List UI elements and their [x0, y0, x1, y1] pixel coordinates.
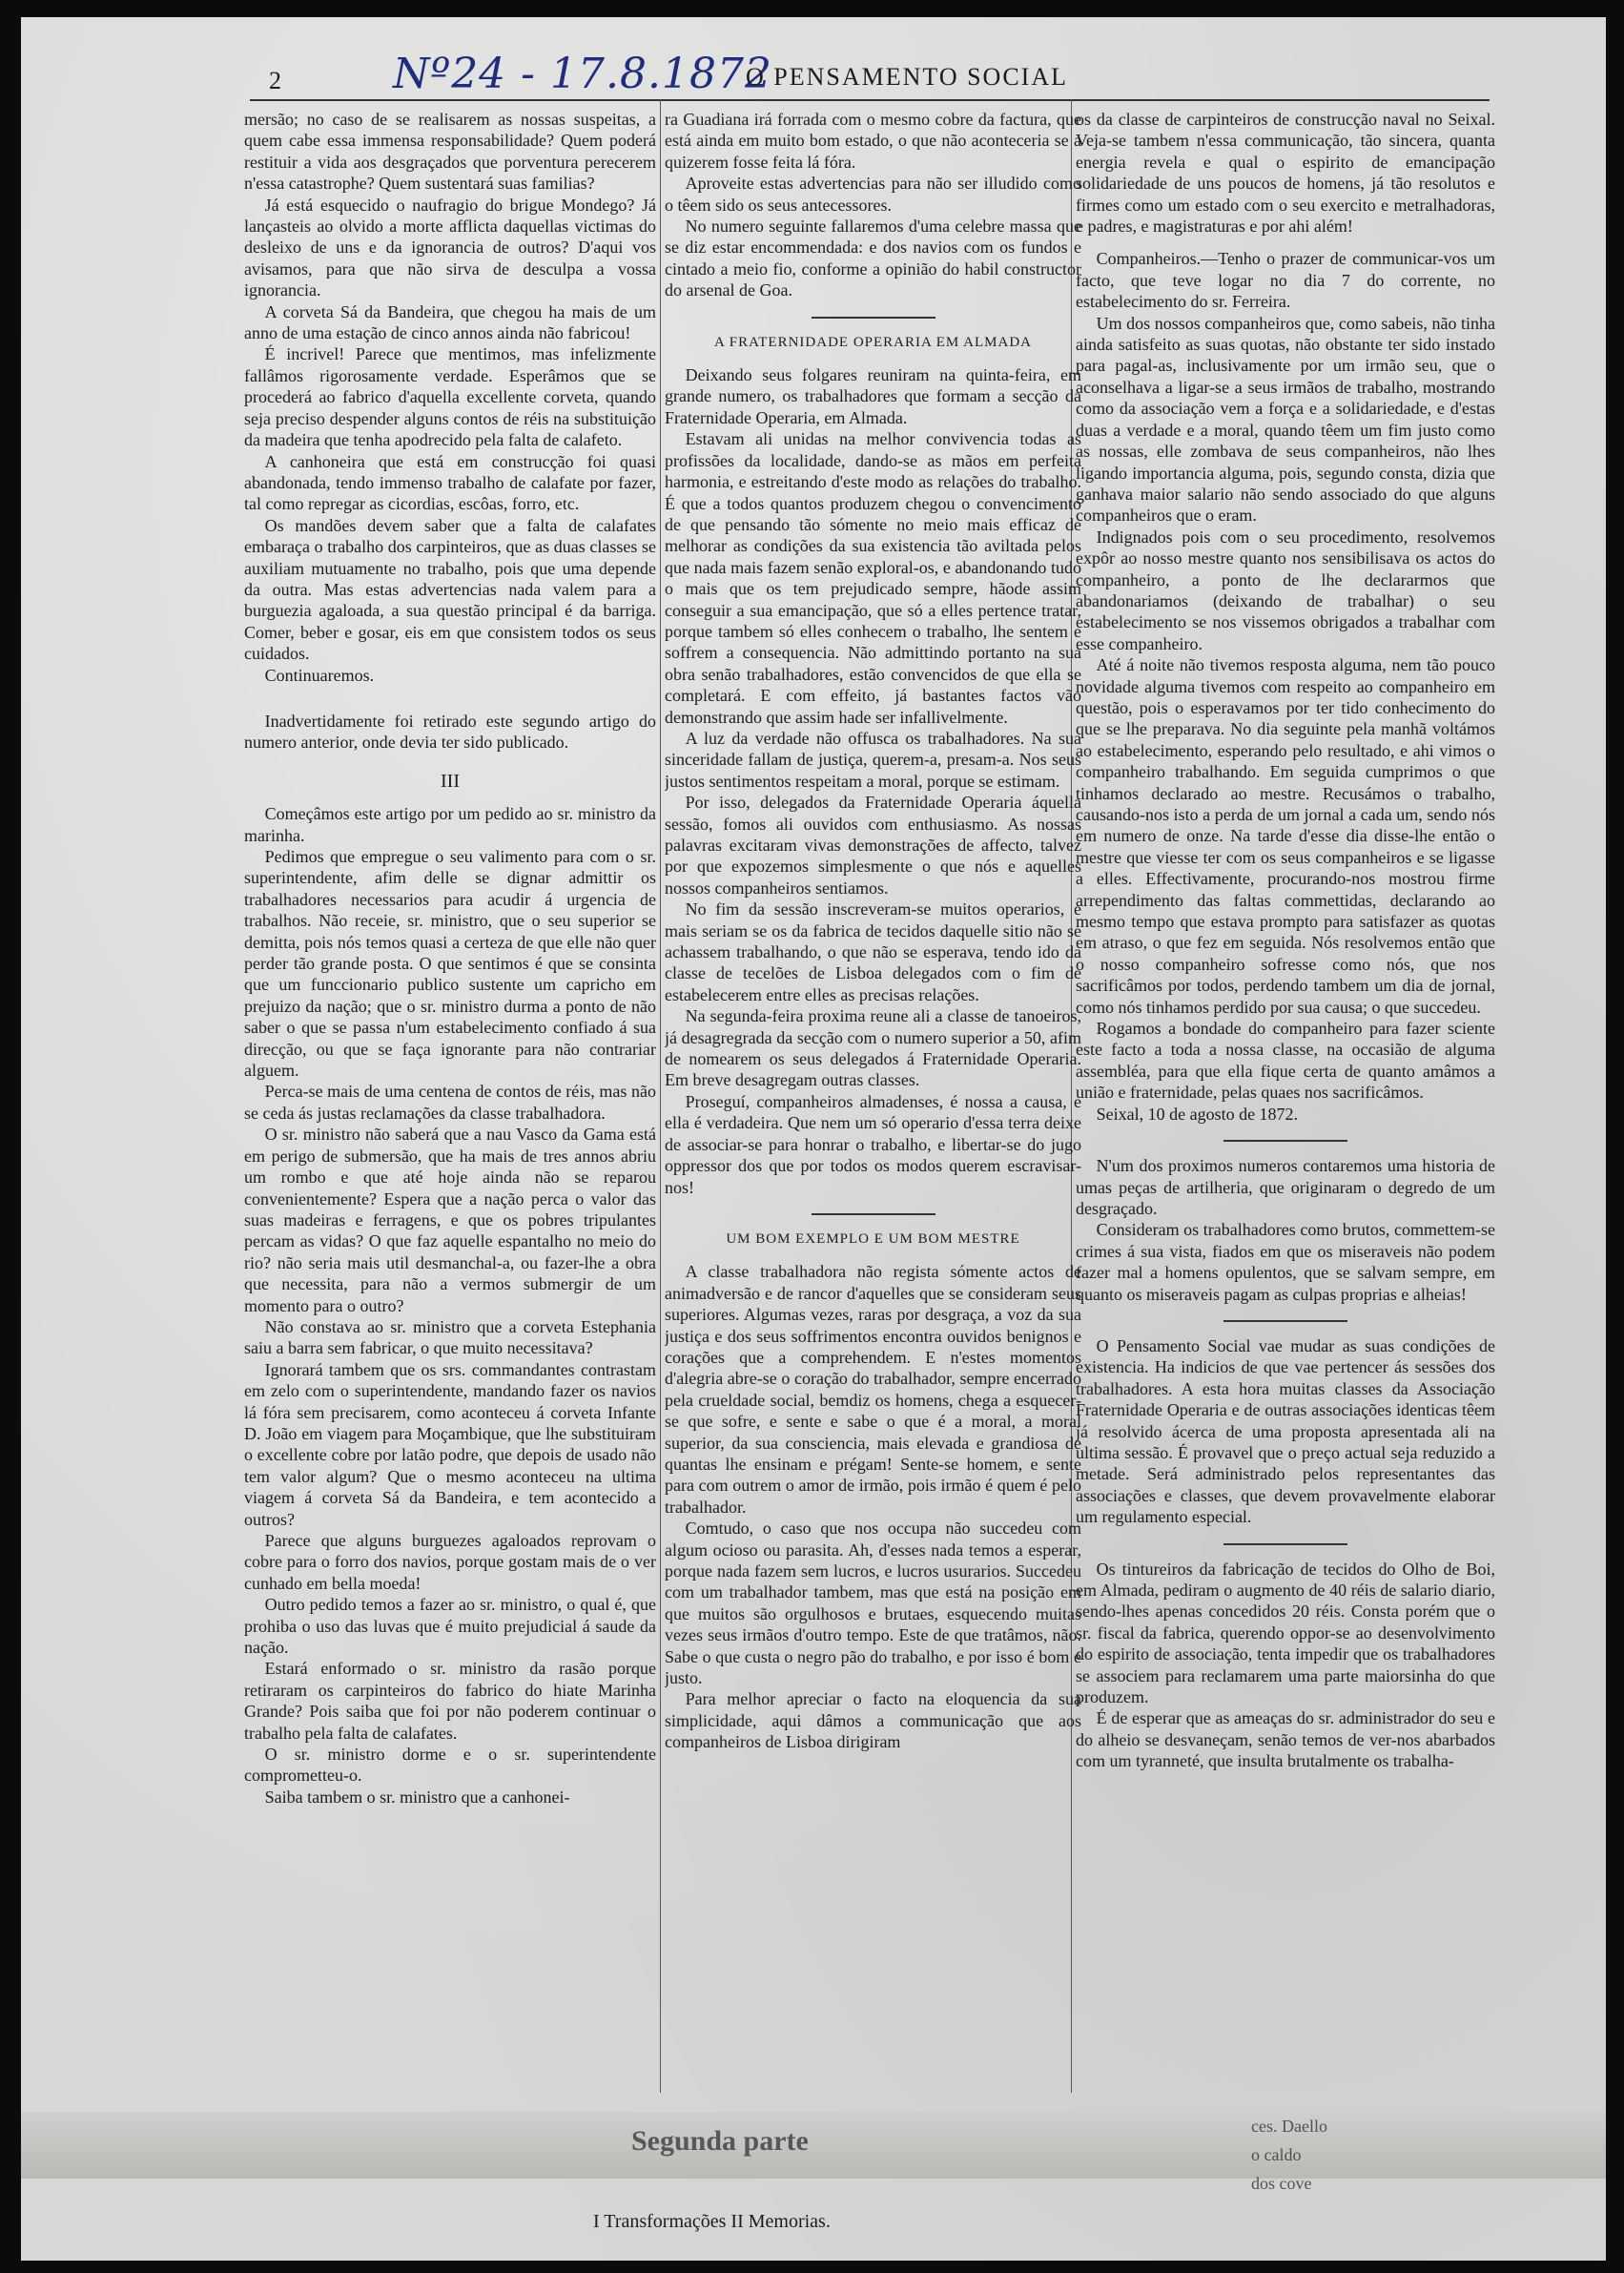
paragraph: Companheiros.—Tenho o prazer de communicar-vos um facto, que teve logar no dia 7 do corrente, no estabelecimento do sr. Ferreira.: [1076, 249, 1495, 312]
stamp-line: dos cove: [1251, 2174, 1312, 2193]
article-separator: [1223, 1543, 1347, 1545]
paragraph: Estavam ali unidas na melhor convivencia todas as profissões da localidade, dando-se as mãos em perfeita harmonia, e estreitando d'este modo as relações do trabalho. É que a todos quantos produzem chegou o convencimento de que pensando tão sómente no meio mais efficaz de melhorar as condições da sua existencia tão aviltada pelos que nada mais fazem senão exploral-os, e abandonando tudo o mais que os tem prejudicado sempre, hãode assim conseguir a sua emancipação, que só a elles pertence tratar, porque tambem só elles conhecem o trabalho, lhe sentem e soffrem a consequencia. Não admittindo portanto na sua obra senão trabalhadores, estão convencidos de que ella se completará. E com effeito, já bastantes factos vão demonstrando que assim hade ser infallivelmente.: [665, 429, 1081, 727]
paragraph: Na segunda-feira proxima reune ali a classe de tanoeiros, já desagregrada da secção com o numero superior a 50, afim de nomearem os seus delegados á Fraternidade Operaria. Em breve desagregam outras classes.: [665, 1006, 1081, 1090]
bleed-through-text: Segunda parte: [631, 2125, 809, 2157]
paragraph: Consideram os trabalhadores como brutos, commettem-se crimes á sua vista, fiados em que os miseraveis não podem fazer mal a homens opulentos, que se salvam sempre, em quanto os miseraveis pagam as culpas proprias e alheias!: [1076, 1220, 1495, 1304]
paragraph: No numero seguinte fallaremos d'uma celebre massa que se diz estar encommendada: e dos navios com os fundos e cintado a meio fio, conforme a opinião do habil constructor do arsenal de Goa.: [665, 217, 1081, 300]
paragraph: A canhoneira que está em construcção foi quasi abandonada, tendo immenso trabalho de calafate por fazer, tal como repregar as cicordias, escôas, forro, etc.: [244, 451, 656, 514]
paragraph: Os tintureiros da fabricação de tecidos do Olho de Boi, em Almada, pediram o augmento de 40 réis de salario diario, sendo-lhes apenas concedidos 20 réis. Consta porém que o sr. fiscal da fabrica, querendo oppor-se ao desenvolvimento do espirito de associação, tenta impedir que os trabalhadores se associem para reclamarem uma parte maiorsinha do que produzem.: [1076, 1559, 1495, 1707]
paragraph: Parece que alguns burguezes agaloados reprovam o cobre para o forro dos navios, porque gostam mais de o ver cunhado em bella moeda!: [244, 1531, 656, 1593]
paragraph: A luz da verdade não offusca os trabalhadores. Na sua sinceridade fallam de justiça, querem-a, presam-a. Nos seus justos sentimentos respeitam a moral, porque se estimam.: [665, 728, 1081, 791]
paragraph: Não constava ao sr. ministro que a corveta Estephania saiu a barra sem fabricar, o que muito necessitava?: [244, 1316, 656, 1358]
paragraph: Estará enformado o sr. ministro da rasão porque retiraram os carpinteiros do fabrico do hiate Marinha Grande? Pois saiba que foi por não poderem continuar o trabalho pela falta de calafates.: [244, 1659, 656, 1743]
paragraph: O Pensamento Social vae mudar as suas condições de existencia. Ha indicios de que vae pertencer ás sessões dos trabalhadores. A esta hora muitas classes da Associação Fraternidade Operaria e de outras associações identicas têem já resolvido ácerca de uma proposta apresentada ali na ultima sessão. É provavel que o preço actual seja reduzido a metade. Será administrado pelos representantes das associações e classes, que devem provavelmente elaborar um regulamento especial.: [1076, 1335, 1495, 1527]
article-heading: UM BOM EXEMPLO E UM BOM MESTRE: [726, 1230, 1020, 1247]
bleed-through-fragment: [1251, 2112, 1537, 2255]
paragraph: Continuaremos.: [264, 665, 375, 685]
paragraph: Aproveite estas advertencias para não ser illudido como o têem sido os seus antecessores.: [665, 174, 1081, 215]
paragraph: A corveta Sá da Bandeira, que chegou ha mais de um anno de uma estação de cinco annos ainda não fabricou!: [244, 301, 656, 343]
paragraph: Perca-se mais de uma centena de contos de réis, mas não se ceda ás justas reclamações da classe trabalhadora.: [244, 1082, 656, 1123]
paragraph: Por isso, delegados da Fraternidade Operaria áquella sessão, fomos ali ouvidos com enthusiasmo. As nossas palavras excitaram vivas demonstrações de affecto, talvez por que expozemos simplesmente o que nós e aquelles nossos companheiros sentiamos.: [665, 793, 1081, 898]
signature-line: Seixal, 10 de agosto de 1872.: [1096, 1104, 1299, 1124]
paragraph: N'um dos proximos numeros contaremos uma historia de umas peças de artilheria, que originaram o degredo de um desgraçado.: [1076, 1156, 1495, 1218]
page-header: [250, 50, 1470, 98]
page-number: 2: [269, 67, 281, 94]
paragraph: Deixando seus folgares reuniram na quinta-feira, em grande numero, os trabalhadores que formam a secção da Fraternidade Operaria, em Almada.: [665, 365, 1081, 427]
paragraph: Comtudo, o caso que nos occupa não succedeu com algum ocioso ou parasita. Ah, d'esses nada temos a esperar, porque nada fazem sem lucros, e lucros usurarios. Succedeu com um trabalhador tambem, mas que está na posição em que muitos são orgulhosos e brutaes, esquecendo muitas vezes seus irmãos d'outro tempo. Este de que tratâmos, não. Sabe o que custa o negro pão do trabalho, e por isso é bom e justo.: [665, 1519, 1081, 1688]
paragraph: É de esperar que as ameaças do sr. administrador do seu e do alheio se desvaneçam, senão temos de ver-nos abarbados com um tyranneté, que insulta brutalmente os trabalha-: [1076, 1708, 1495, 1771]
header-rule: [250, 99, 1490, 101]
paragraph: Até á noite não tivemos resposta alguma, nem tão pouco novidade alguma tivemos com respeito ao companheiro em questão, pois o esperavamos por ter tido conhecimento do que se lhe preparava. No dia seguinte pela manhã voltámos ao estabelecimento, esperando pelo resultado, e ahi vimos o companheiro trabalhando. Em seguida cumprimos o que tinhamos declarado ao mestre. Recusámos o trabalho, causando-nos isto a perda de um jornal a cada um, sendo nós em numero de onze. Na tarde d'esse dia disse-lhe então o mestre que viesse ter com os seus companheiros e se ligasse a elles. Effectivamente, procurando-nos mostrou firme arrependimento das faltas commettidas, declarando ao mesmo tempo que estava prompto para satisfazer as quotas em atraso, o que fez em seguida. Nós resolvemos então que o nosso companheiro sofresse como nós, que nos sacrificâmos por todos, perdendo tambem um dia de jornal, como nós tinhamos perdido por sua causa; o que succedeu.: [1076, 655, 1495, 1017]
stamp-line: ces. Daello: [1251, 2117, 1327, 2136]
paragraph: Um dos nossos companheiros que, como sabeis, não tinha ainda satisfeito as suas quotas, não obstante ter sido instado para pagal-as, inclusivamente por um irmão seu, que o aconselhava a ligar-se a seus irmãos de trabalho, mostrando como da associação vem a força e a solidariedade, e d'estas duas a verdade e a moral, quando têem um fim justo como as nossas, elle zombava de seus companheiros, não lhes ligando importancia alguma, pois, segundo consta, dizia que ganhava maior salario não sendo associado do que alguns companheiros que o eram.: [1076, 313, 1495, 526]
section-heading: III: [441, 770, 460, 792]
paragraph: Rogamos a bondade do companheiro para fazer sciente este facto a toda a nossa classe, na occasião de alguma assembléa, para que ella fique certa de quanto amâmos a união e fraternidade, pelas quaes nos sacrificâmos.: [1076, 1019, 1495, 1103]
article-heading: A FRATERNIDADE OPERARIA EM ALMADA: [713, 334, 1033, 350]
paragraph: Inadvertidamente foi retirado este segundo artigo do numero anterior, onde devia ter sido publicado.: [244, 711, 656, 753]
paragraph: Ignorará tambem que os srs. commandantes contrastam em zelo com o superintendente, mandando fazer os navios lá fóra sem precisarem, como aconteceu á corveta Infante D. João em viagem para Moçambique, que lhe substituiram o excellente cobre por latão podre, que depois de usado não tem valor algum? Que o mesmo aconteceu na ultima viagem á corveta Sá da Bandeira, e tem acontecido a outros?: [244, 1359, 656, 1529]
paragraph: Outro pedido temos a fazer ao sr. ministro, o qual é, que prohiba o uso das luvas que é muito prejudicial á saude da nação.: [244, 1595, 656, 1658]
article-separator: [1223, 1140, 1347, 1142]
column-1: [244, 109, 656, 2074]
paragraph: Para melhor apreciar o facto na eloquencia da sua simplicidade, aqui dâmos a communicação que aos companheiros de Lisboa dirigiram: [665, 1689, 1081, 1752]
paragraph: os da classe de carpinteiros de construcção naval no Seixal. Veja-se tambem n'essa communicação, tão sincera, quanta energia revela e qual o espirito de emancipação solidariedade de uns poucos de homens, já tão resolutos e firmes como um estado com o seu exercito e metralhadoras, e padres, e magistraturas e por ahi além!: [1076, 110, 1495, 237]
stamp-line: o caldo: [1251, 2145, 1302, 2164]
newspaper-page: [21, 17, 1606, 2261]
paragraph: É incrivel! Parece que mentimos, mas infelizmente fallâmos rigorosamente verdade. Esperâmos que se procederá ao fabrico d'aquella excellente corveta, quando seja preciso despender alguns contos de réis na substituição da madeira que tenha apodrecido pela falta de calafeto.: [244, 344, 656, 450]
paragraph: Já está esquecido o naufragio do brigue Mondego? Já lançasteis ao olvido a morte afflicta daquellas victimas do desleixo de uns e da ignorancia de outros? D'aqui vos avisamos, para que não sirva de desculpa a vossa ignorancia.: [244, 195, 656, 300]
article-separator: [1223, 1320, 1347, 1322]
paragraph: ra Guadiana irá forrada com o mesmo cobre da factura, que está ainda em muito bom estado, o que não aconteceria se a quizerem fosse feita lá fóra.: [665, 110, 1081, 172]
paragraph: Pedimos que empregue o seu valimento para com o sr. superintendente, afim delle se dignar admittir os trabalhadores necessarios para acudir á urgencia de trabalhos. Não receie, sr. ministro, que o seu superior se demitta, pois nós temos quasi a certeza de que elle não quer perder tão grande posta. O que sentimos é que se consinta que um funccionario publico sustente um capricho em prejuizo da nação; que o sr. ministro durma a ponto de não saber o que se passa n'um estabelecimento confiado á sua direcção, ou que se faça ignorante para não contrariar alguem.: [244, 847, 656, 1081]
paragraph: O sr. ministro não saberá que a nau Vasco da Gama está em perigo de submersão, que ha mais de tres annos abriu um rombo e que até hoje ainda não se reparou convenientemente? Espera que a nação perca o valor das suas madeiras e ferragens, e que os pobres tripulantes percam as vidas? O que faz aquelle espantalho no meio do rio? não seria mais util desmanchal-a, ou fazer-lhe a obra que necessita, para não a vermos submergir de um momento para o outro?: [244, 1125, 656, 1315]
column-divider: [660, 99, 661, 2093]
column-3: [1076, 109, 1495, 2074]
article-separator: [812, 1213, 935, 1215]
paragraph: mersão; no caso de se realisarem as nossas suspeitas, a quem cabe essa immensa responsabilidade? Quem poderá restituir a vida aos desgraçados que porventura perecerem n'essa catastrophe? Quem sustentará suas familias?: [244, 110, 656, 194]
paragraph: No fim da sessão inscreveram-se muitos operarios, e mais seriam se os da fabrica de tecidos daquelle sitio não se achassem trabalhando, o que não se esperava, tendo ido da classe de tecelões de Lisboa delegados com o fim de estabelecerem entre elles as precisas relações.: [665, 899, 1081, 1004]
paragraph: A classe trabalhadora não regista sómente actos de animadversão e de rancor d'aquelles que se consideram seus superiores. Algumas vezes, raras por desgraça, a voz da sua justiça e dos seus soffrimentos encontra ouvidos benignos e corações que a comprehendem. E n'estes momentos d'alegria abre-se o coração do trabalhador, sempre encerrado pela crueldade social, bemdiz os homens, chega a esquecer-se que sofre, e sente e sabe o que é a moral, a moral superior, da sua consciencia, mais elevada e grandiosa de quantas lhe ensinam e prégam! Sente-se homem, e sente para com outrem o amor de irmão, pois irmão é quem é pelo trabalhador.: [665, 1262, 1081, 1517]
handwritten-issue-note: Nº24 - 17.8.1872: [393, 50, 772, 98]
paragraph: Indignados pois com o seu procedimento, resolvemos expôr ao nosso mestre quanto nos sensibilisava os actos do companheiro, a ponto de lhe declararmos que abandonariamos (deixando de trabalhar) o seu estabelecimento se nos vissemos obrigados a trabalhar com esse companheiro.: [1076, 527, 1495, 653]
masthead: O PENSAMENTO SOCIAL: [746, 63, 1068, 91]
article-separator: [812, 317, 935, 319]
paragraph: Saiba tambem o sr. ministro que a canhonei-: [264, 1787, 570, 1807]
paragraph: Começâmos este artigo por um pedido ao sr. ministro da marinha.: [244, 804, 656, 845]
paragraph: Proseguí, companheiros almadenses, é nossa a causa, e ella é verdadeira. Que nem um só operario d'essa terra deixe de associar-se para honrar o trabalho, e libertar-se do jugo oppressor dos que por todos os modos querem escravisar-nos!: [665, 1091, 1081, 1197]
footer-sections: I Transformações II Memorias.: [593, 2211, 831, 2232]
paragraph: O sr. ministro dorme e o sr. superintendente comprometteu-o.: [244, 1745, 656, 1786]
column-2: [665, 109, 1081, 2074]
paragraph: Os mandões devem saber que a falta de calafates embaraça o trabalho dos carpinteiros, que as duas classes se auxiliam mutuamente no trabalho, pois que uma depende da outra. Mas estas advertencias nada valem para a burguezia agaloada, a sua questão principal é da barriga. Comer, beber e gosar, eis em que consistem todos os seus cuidados.: [244, 515, 656, 664]
